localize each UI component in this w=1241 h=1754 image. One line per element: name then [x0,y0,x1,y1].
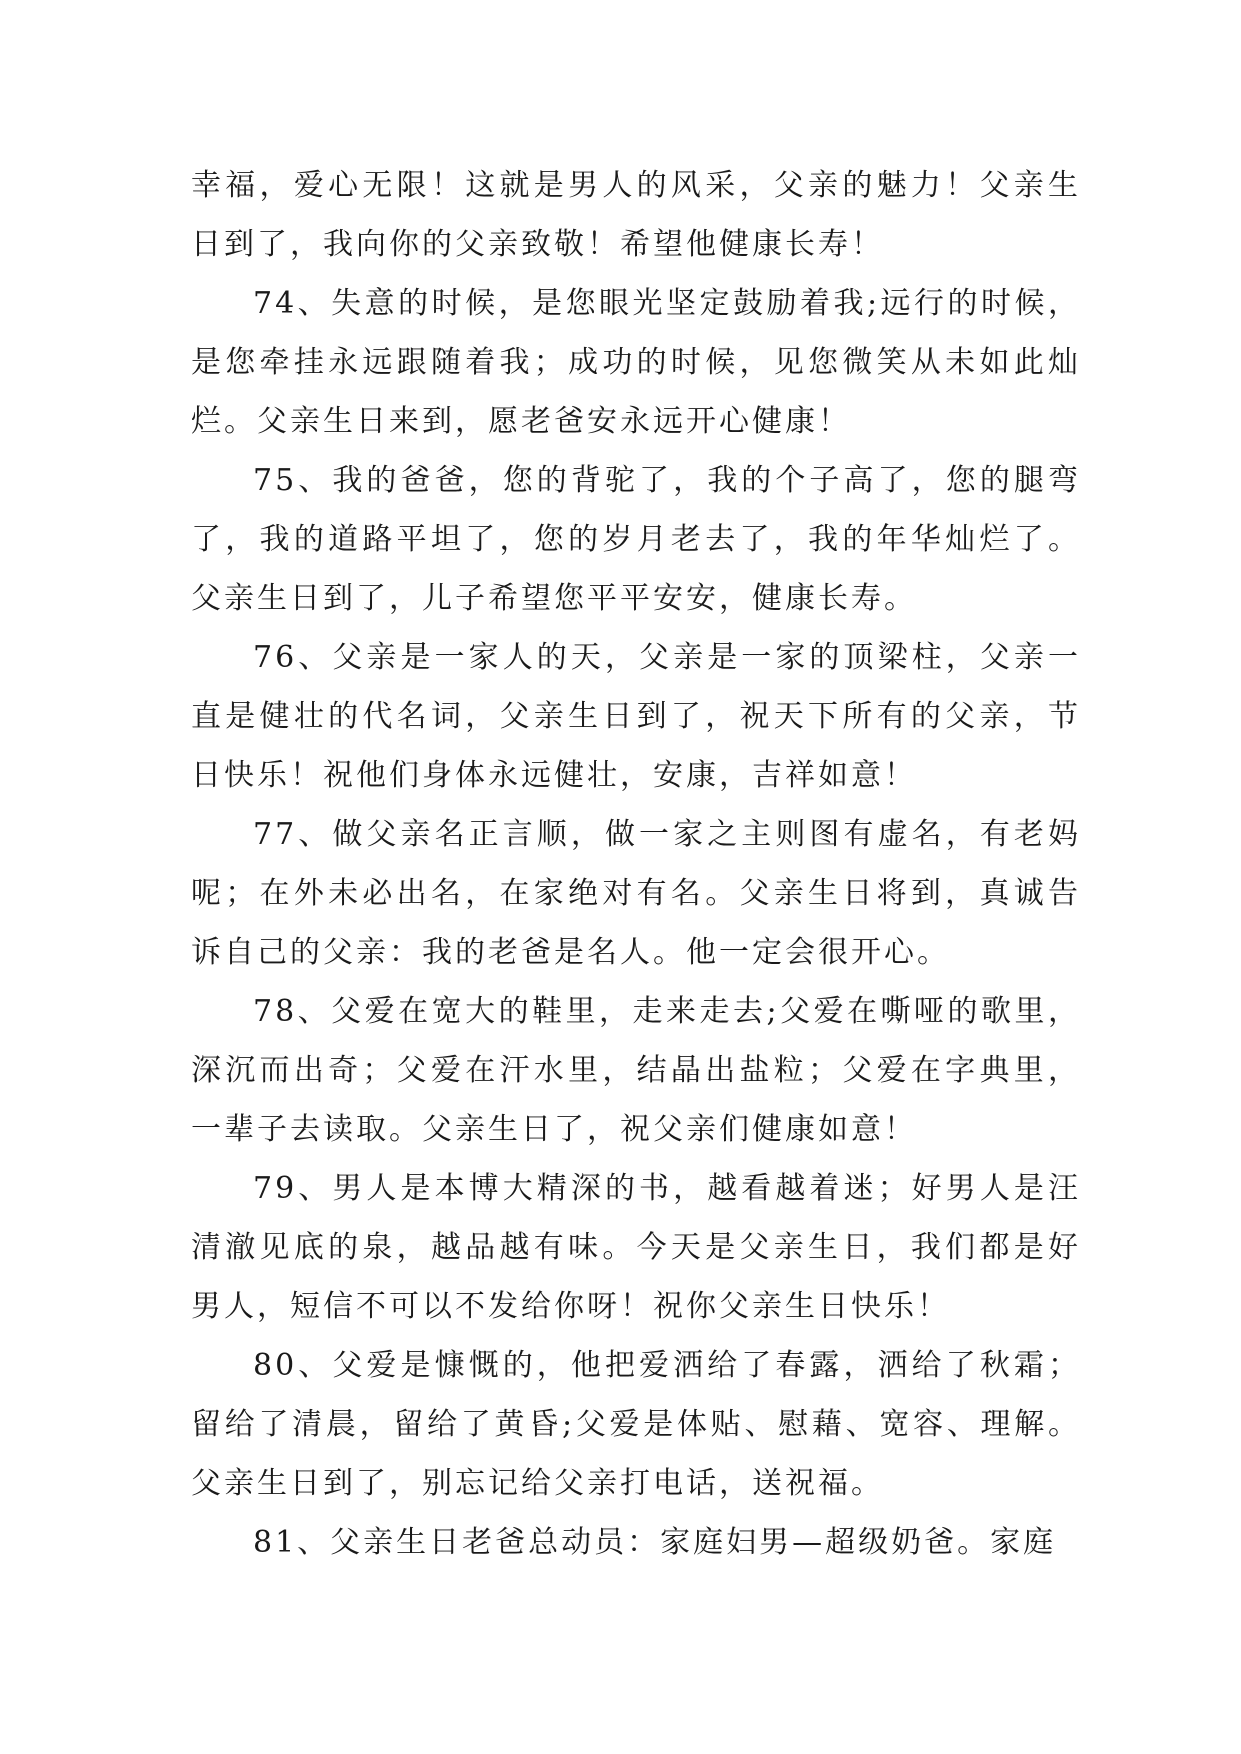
document-body [191,156,1081,1572]
paragraph-75: 75、我的爸爸，您的背驼了，我的个子高了，您的腿弯了，我的道路平坦了，您的岁月老去了，我的年华灿烂了。父亲生日到了，儿子希望您平平安安，健康长寿。 [191,463,1081,616]
paragraph-76: 76、父亲是一家人的天，父亲是一家的顶梁柱，父亲一直是健壮的代名词，父亲生日到了，祝天下所有的父亲，节日快乐！祝他们身体永远健壮，安康，吉祥如意！ [191,640,1081,793]
paragraph-78: 78、父爱在宽大的鞋里，走来走去;父爱在嘶哑的歌里，深沉而出奇；父爱在汗水里，结晶出盐粒；父爱在字典里，一辈子去读取。父亲生日了，祝父亲们健康如意！ [191,994,1081,1147]
paragraph-81: 81、父亲生日老爸总动员：家庭妇男—超级奶爸。家庭 [253,1525,1057,1560]
paragraph-74: 74、失意的时候，是您眼光坚定鼓励着我;远行的时候，是您牵挂永远跟随着我；成功的时候，见您微笑从未如此灿烂。父亲生日来到，愿老爸安永远开心健康！ [191,286,1081,439]
paragraph-77: 77、做父亲名正言顺，做一家之主则图有虚名，有老妈呢；在外未必出名，在家绝对有名。父亲生日将到，真诚告诉自己的父亲：我的老爸是名人。他一定会很开心。 [191,817,1081,970]
paragraph-79: 79、男人是本博大精深的书，越看越着迷；好男人是汪清澈见底的泉，越品越有味。今天是父亲生日，我们都是好男人，短信不可以不发给你呀！祝你父亲生日快乐！ [191,1171,1081,1324]
paragraph-80: 80、父爱是慷慨的，他把爱洒给了春露，洒给了秋霜；留给了清晨，留给了黄昏;父爱是体贴、慰藉、宽容、理解。父亲生日到了，别忘记给父亲打电话，送祝福。 [191,1348,1081,1501]
paragraph-continuation: 幸福，爱心无限！这就是男人的风采，父亲的魅力！父亲生日到了，我向你的父亲致敬！希望他健康长寿！ [191,168,1081,262]
